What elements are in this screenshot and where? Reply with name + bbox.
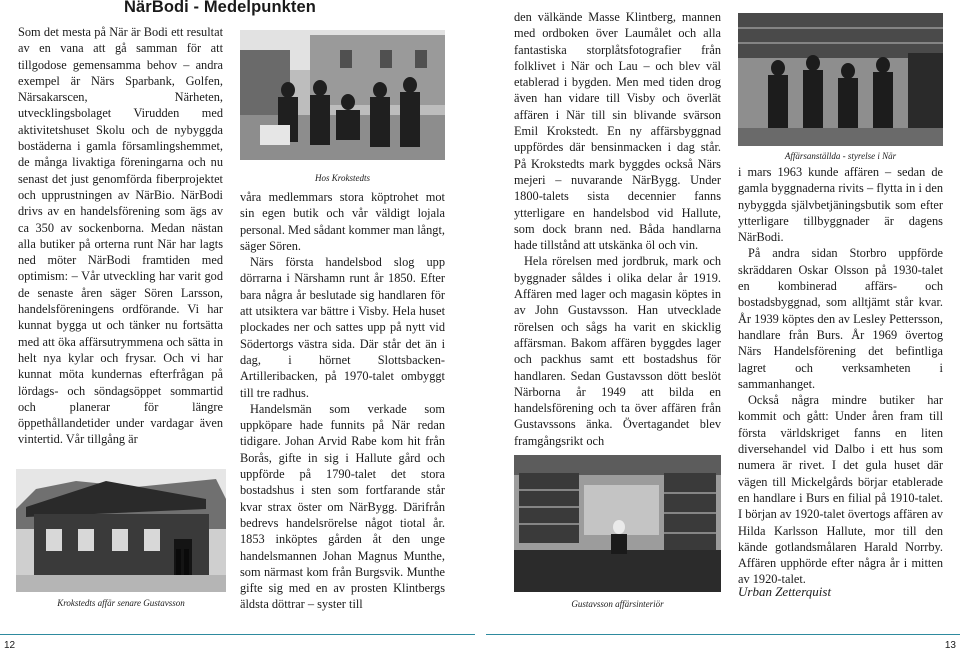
footer-rule-left xyxy=(0,634,475,635)
text-column-3 xyxy=(514,9,721,449)
photo-caption: Krokstedts affär senare Gustavsson xyxy=(57,598,185,608)
text-column-2 xyxy=(240,189,445,613)
author-signature: Urban Zetterquist xyxy=(738,584,832,599)
paragraph: Hela rörelsen med jordbruk, mark och byggnader såldes i olika delar år 1919. Affären med lager och magasin köptes in av John Gustavsson. Han utvecklade rörelsen och sågs ha varit en skicklig affärsman. Bakom affären byggdes lager och packhus samt ett bostadshus för handlaren. Sedan Gustavsson dött beslöt Närborna år 1949 att bilda en handelsförening och ta över affären från Gustavssons änka. Övertagandet blev framgångsrikt och xyxy=(514,254,721,448)
paragraph: i mars 1963 kunde affären – sedan de gamla byggnaderna rivits – flytta in i den nybyggda självbetjäningsbutik som efter ytterligare tillbyggnader är dagens NärBodi. xyxy=(738,165,943,245)
article-title: NärBodi - Medelpunkten xyxy=(124,0,316,16)
footer-rule-right xyxy=(486,634,960,635)
text-column-1 xyxy=(18,24,223,448)
paragraph: På andra sidan Storbro uppförde skräddaren Oskar Olsson på 1930-talet en kombinerad affärs- och bostadsbyggnad, som alltjämt står kvar. År 1939 köptes den av Lesley Pettersson, handlare från Burs. År 1969 övertog Närs Handelsförening det befintliga lagret och verksamheten i sammanhanget. xyxy=(738,246,943,391)
photo-store-house xyxy=(16,469,226,592)
paragraph: den välkände Masse Klintberg, mannen med ordboken över Laumålet och alla fantastiska storplåtsfotografier från folklivet i När och Lau – och blev väl etablerad i bygden. Men med tiden drog även han vidare till Visby och överlät affären i När till sin blivande svärson Emil Krokstedt. En ny affärsbyggnad uppfördes där bensinmacken i dag står. På Krokstedts mark byggdes också Närs mejeri – nuvarande NärBygg. Under 1800-talets sista decennier fanns ytterligare en handelsbod vid Hallute, som dock brann ned. Båda handlarna hade tillstånd att utskänka öl och vin. xyxy=(514,10,721,253)
paragraph: Också några mindre butiker har kommit och gått: Under åren fram till första världskriget fanns en liten diversehandel vid Dalbo i ett hus som numera är rivet. I det gula huset där vägen till Mickelgårds börjar etablerade en handlare i Burs en filial på 1910-talet. I början av 1920-talet övertogs affären av Hilda Karlsson Hallute, mor till den kände gotlandsmålaren Harald Norrby. Affären upphörde efter några år i mitten av 1920-talet. xyxy=(738,393,943,587)
page-number-right: 13 xyxy=(944,640,956,651)
text-column-4 xyxy=(738,164,943,588)
paragraph: våra medlemmars stora köptrohet mot sin egen butik och vår väldigt lojala personal. Med sådant kommer man långt, säger Sören. xyxy=(240,190,445,253)
photo-staff xyxy=(738,13,943,146)
paragraph: Närs första handelsbod slog upp dörrarna i Närshamn runt år 1850. Efter bara några år beslutade sig handlaren för att utsiktera var bättre i Visby. Hela huset plockades ner och sattes upp på nytt vid Södertorgs västra sida. Där står det än i dag, i hörnet Slottsbacken-Artilleribacken, på 1970-talet ombyggt till tre radhus. xyxy=(240,255,445,400)
photo-caption: Hos Krokstedts xyxy=(315,173,370,183)
page-number-left: 12 xyxy=(4,640,16,651)
paragraph: Handelsmän som verkade som uppköpare hade funnits på När redan tidigare. Johan Arvid Rabe kom hit från Borås, gifte in sig i Hallute gård och uppförde på 1790-talet det stora bostadshus i sten som fortfarande står kvar strax öster om NärBygg. Därifrån bedrevs handelsrörelse något tiotal år. 1853 inköptes gården åt den unge handelsmannen Johan Magnus Munthe, som närmast kom från Burgsvik. Munthe gifte sig med en av prosten Klintbergs äldsta döttrar – syster till xyxy=(240,401,445,612)
photo-store-interior xyxy=(514,455,721,592)
photo-caption: Gustavsson affärsinteriör xyxy=(571,599,664,609)
paragraph: Som det mesta på När är Bodi ett resultat av en vana att gå samman för att tillgodose gemensamma behov – andra exempel är Närs Sparbank, Golfen, Närsakarscen, Närheten, utvecklingsbolaget Virudden med aktivitetshuset Skolu och de nybyggda bostäderna i gamla församlingshemmet, de många livaktiga föreningarna och nu senast det just genomförda fiberprojektet och upprustningen av NärBio. NärBodi drivs av en handelsförening som ägs av ca 350 av sockenborna. Medan nästan alla butiker på orterna runt När har lagts ned möter NärBodi framtiden med optimism: – Vår utveckling har varit god de senaste åren säger Sören Larsson, handelsföreningens ordförande. Vi har kunnat bygga ut och tänker nu fortsätta med att öka affärsutrymmena och sätta in helt nya kylar och frysar. Och vi har kunnat möta kundernas efterfrågan på lördags- och söndagsöppet sommartid och planerar för längre öppethållandetider under vardagar även vintertid. Vår tillgång är xyxy=(18,25,223,447)
photo-group xyxy=(240,30,445,160)
photo-caption: Affärsanställda - styrelse i När xyxy=(784,151,897,161)
